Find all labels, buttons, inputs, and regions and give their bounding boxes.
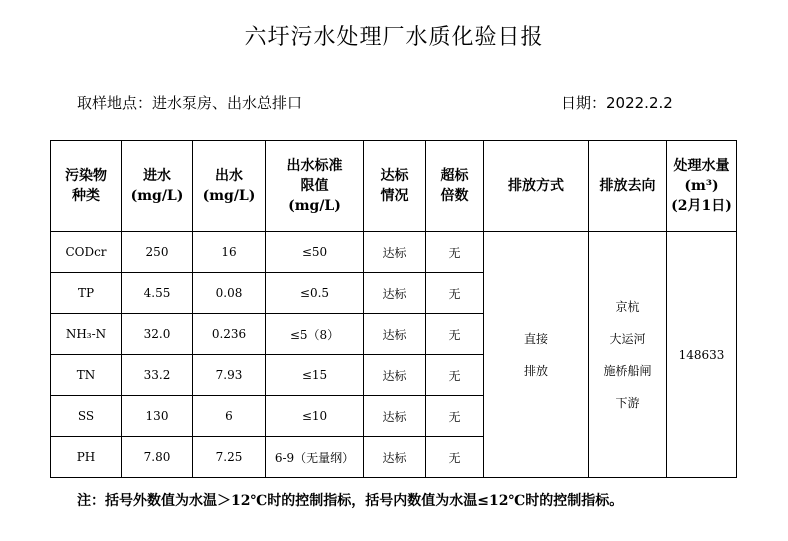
col-header-volume: 处理水量 (m³) (2月1日) xyxy=(667,141,737,232)
status-cell: 达标 xyxy=(364,232,426,273)
col-header-exceed: 超标 倍数 xyxy=(426,141,484,232)
col-header-method: 排放方式 xyxy=(484,141,589,232)
status-cell: 达标 xyxy=(364,273,426,314)
status-cell: 达标 xyxy=(364,355,426,396)
limit-cell: ≤0.5 xyxy=(266,273,364,314)
report-date: 日期：2022.2.2 xyxy=(561,94,673,112)
col-header-outflow: 出水 (mg/L) xyxy=(193,141,266,232)
treated-volume-cell: 148633 xyxy=(667,232,737,478)
status-cell: 达标 xyxy=(364,396,426,437)
limit-cell: ≤50 xyxy=(266,232,364,273)
inflow-cell: 4.55 xyxy=(122,273,193,314)
param-cell: CODcr xyxy=(51,232,122,273)
col-header-inflow: 进水 (mg/L) xyxy=(122,141,193,232)
exceed-cell: 无 xyxy=(426,355,484,396)
table-row xyxy=(51,232,737,273)
limit-cell: ≤5（8） xyxy=(266,314,364,355)
footnote: 注：括号外数值为水温＞12℃时的控制指标，括号内数值为水温≤12℃时的控制指标。 xyxy=(77,493,624,509)
param-cell: TP xyxy=(51,273,122,314)
outflow-cell: 7.25 xyxy=(193,437,266,478)
outflow-cell: 0.08 xyxy=(193,273,266,314)
limit-cell: ≤15 xyxy=(266,355,364,396)
outflow-cell: 6 xyxy=(193,396,266,437)
exceed-cell: 无 xyxy=(426,314,484,355)
sampling-location: 取样地点：进水泵房、出水总排口 xyxy=(77,94,303,112)
param-cell: SS xyxy=(51,396,122,437)
outflow-cell: 0.236 xyxy=(193,314,266,355)
col-header-pollutant: 污染物 种类 xyxy=(51,141,122,232)
inflow-cell: 32.0 xyxy=(122,314,193,355)
status-cell: 达标 xyxy=(364,314,426,355)
param-cell: PH xyxy=(51,437,122,478)
report-title: 六圩污水处理厂水质化验日报 xyxy=(244,25,544,50)
col-header-destination: 排放去向 xyxy=(589,141,667,232)
exceed-cell: 无 xyxy=(426,437,484,478)
limit-cell: 6-9（无量纲） xyxy=(266,437,364,478)
outflow-cell: 16 xyxy=(193,232,266,273)
inflow-cell: 130 xyxy=(122,396,193,437)
col-header-status: 达标 情况 xyxy=(364,141,426,232)
water-quality-table xyxy=(50,140,737,478)
exceed-cell: 无 xyxy=(426,273,484,314)
param-cell: TN xyxy=(51,355,122,396)
col-header-limit: 出水标准 限值 (mg/L) xyxy=(266,141,364,232)
inflow-cell: 250 xyxy=(122,232,193,273)
discharge-method-cell: 直接 排放 xyxy=(484,232,589,478)
table-header-row xyxy=(51,141,737,232)
limit-cell: ≤10 xyxy=(266,396,364,437)
inflow-cell: 33.2 xyxy=(122,355,193,396)
status-cell: 达标 xyxy=(364,437,426,478)
exceed-cell: 无 xyxy=(426,396,484,437)
outflow-cell: 7.93 xyxy=(193,355,266,396)
discharge-destination-cell: 京杭 大运河 施桥船闸 下游 xyxy=(589,232,667,478)
inflow-cell: 7.80 xyxy=(122,437,193,478)
param-cell: NH₃-N xyxy=(51,314,122,355)
exceed-cell: 无 xyxy=(426,232,484,273)
